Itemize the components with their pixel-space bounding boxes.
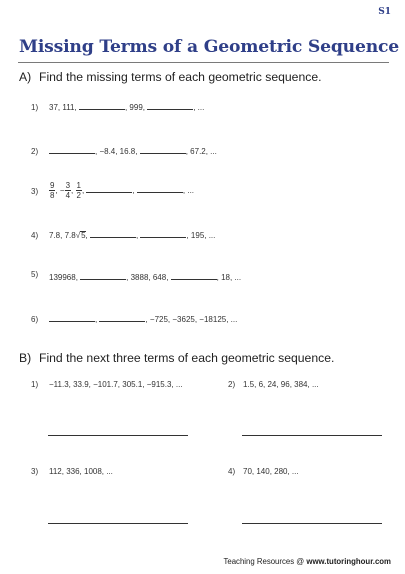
b1-sequence: −11.3, 33.9, −101.7, 305.1, −915.3, ... (49, 380, 183, 389)
answer-blank[interactable] (171, 273, 217, 280)
section-a-heading (19, 70, 321, 84)
a4-radicand: 5 (81, 231, 86, 240)
a5-sequence (49, 273, 241, 282)
a5-part: , 3888, 648, (126, 273, 169, 282)
footer-credit (223, 557, 391, 566)
section-a-instruction: Find the missing terms of each geometric sequence. (39, 70, 322, 84)
fraction: $\frac{9}{8}$ (50, 181, 55, 200)
a3-number: 3) (31, 187, 39, 196)
a5-part: 139968, (49, 273, 78, 282)
b1-answer-line[interactable] (48, 435, 188, 436)
a4-number: 4) (31, 231, 39, 240)
answer-blank[interactable] (99, 315, 145, 322)
b4-answer-line[interactable] (242, 523, 382, 524)
answer-blank[interactable] (49, 147, 95, 154)
a1-part: , ... (193, 103, 205, 112)
section-a-letter: A) (19, 70, 32, 84)
section-b-letter: B) (19, 351, 32, 365)
fraction: $\frac{3}{4}$ (65, 181, 71, 200)
worksheet-code: S1 (378, 7, 391, 17)
b3-number: 3) (31, 467, 39, 476)
a1-part: , 999, (124, 103, 145, 112)
a2-part: , −8.4, 16.8, (95, 147, 138, 156)
answer-blank[interactable] (147, 103, 193, 110)
b2-sequence: 1.5, 6, 24, 96, 384, ... (243, 380, 319, 389)
answer-blank[interactable] (140, 147, 186, 154)
b1-number: 1) (31, 380, 39, 389)
answer-blank[interactable] (90, 231, 136, 238)
fraction: $\frac{1}{2}$ (76, 181, 81, 200)
a5-number: 5) (31, 270, 39, 279)
answer-blank[interactable] (80, 273, 126, 280)
a3-sequence: $\frac{9}{8}$ , − $\frac{3}{4}$ , $\frac{1}{2}$ , , , ... (50, 181, 195, 200)
answer-blank[interactable] (140, 231, 186, 238)
a6-sequence: , , −725, −3625, −18125, ... (49, 315, 237, 324)
section-b-heading (19, 351, 334, 365)
a1-sequence (49, 103, 204, 112)
page-title: Missing Terms of a Geometric Sequence (19, 37, 400, 57)
a4-part: , 195, ... (186, 231, 216, 240)
b3-sequence: 112, 336, 1008, ... (49, 467, 113, 476)
a6-number: 6) (31, 315, 39, 324)
a4-part: 7.8, 7.8 (49, 231, 76, 240)
a1-part: 37, 111, (49, 103, 77, 112)
b2-answer-line[interactable] (242, 435, 382, 436)
a2-part: , 67.2, ... (185, 147, 217, 156)
a5-part: , 18, ... (216, 273, 242, 282)
a1-number: 1) (31, 103, 39, 112)
section-b-instruction: Find the next three terms of each geometric sequence. (39, 351, 335, 365)
b3-answer-line[interactable] (48, 523, 188, 524)
footer-site-link[interactable]: www.tutoringhour.com (306, 557, 391, 566)
b4-sequence: 70, 140, 280, ... (243, 467, 299, 476)
b4-number: 4) (228, 467, 236, 476)
answer-blank[interactable] (137, 186, 183, 193)
b2-number: 2) (228, 380, 236, 389)
answer-blank[interactable] (79, 103, 125, 110)
a6-part: , −725, −3625, −18125, ... (145, 315, 238, 324)
title-divider (18, 62, 389, 63)
a4-sequence: 7.8, 7.8√5, , , 195, ... (49, 231, 216, 240)
footer-label: Teaching Resources @ (223, 557, 307, 566)
a2-number: 2) (31, 147, 39, 156)
answer-blank[interactable] (86, 186, 132, 193)
a2-sequence (49, 147, 217, 156)
answer-blank[interactable] (49, 315, 95, 322)
a3-end: , ... (182, 186, 195, 195)
